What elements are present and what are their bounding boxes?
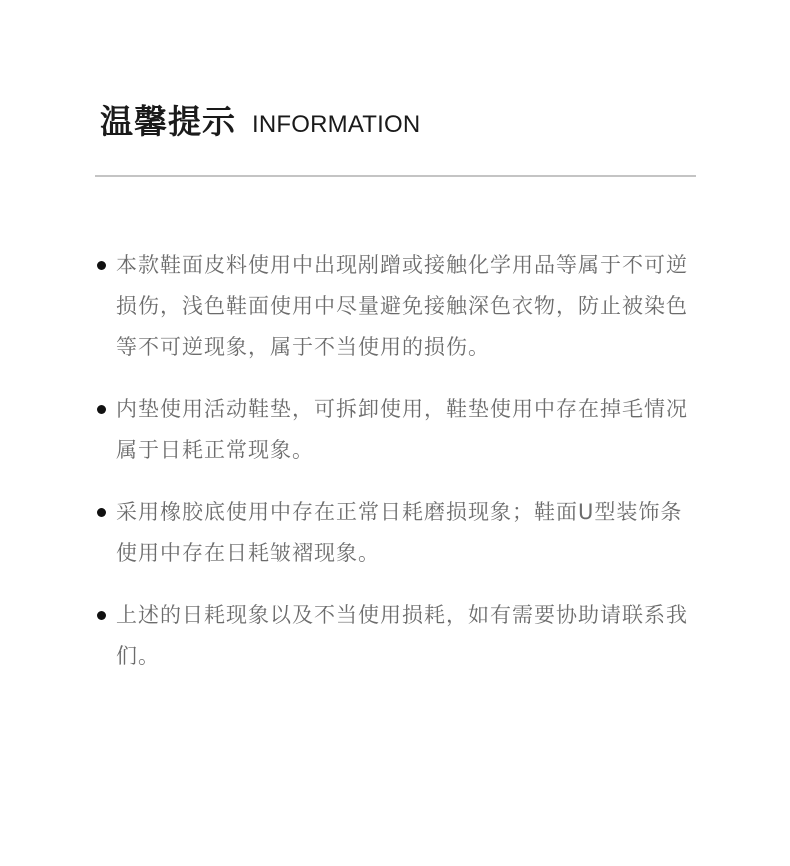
notice-text: 本款鞋面皮料使用中出现剐蹭或接触化学用品等属于不可逆损伤，浅色鞋面使用中尽量避免接触深色衣物，防止被染色等不可逆现象，属于不当使用的损伤。 xyxy=(116,253,688,359)
page-subtitle: INFORMATION xyxy=(252,111,421,138)
page-title: 温馨提示 xyxy=(100,102,236,141)
notice-list xyxy=(96,245,696,698)
list-item xyxy=(96,389,696,471)
list-item xyxy=(96,492,696,574)
list-item xyxy=(96,245,696,368)
section-header xyxy=(100,100,420,144)
notice-text: 采用橡胶底使用中存在正常日耗磨损现象；鞋面U型装饰条使用中存在日耗皱褶现象。 xyxy=(116,500,683,565)
notice-text: 内垫使用活动鞋垫，可拆卸使用，鞋垫使用中存在掉毛情况属于日耗正常现象。 xyxy=(116,397,688,462)
bullet-dot-icon xyxy=(97,508,106,517)
header-divider xyxy=(95,175,696,177)
bullet-dot-icon xyxy=(97,261,106,270)
bullet-dot-icon xyxy=(97,611,106,620)
notice-text: 上述的日耗现象以及不当使用损耗，如有需要协助请联系我们。 xyxy=(116,603,688,668)
bullet-dot-icon xyxy=(97,405,106,414)
list-item xyxy=(96,595,696,677)
